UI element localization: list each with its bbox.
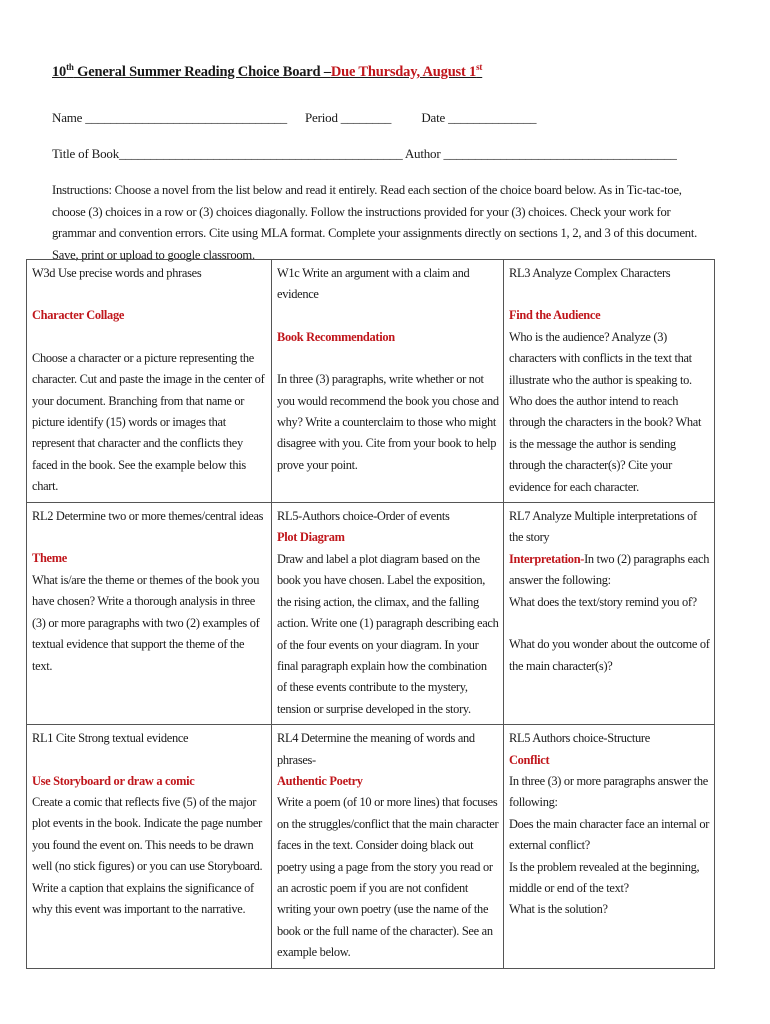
standard-label: RL5-Authors choice-Order of events	[277, 509, 450, 524]
choice-body: Who is the audience? Analyze (3) characters with conflicts in the text that illustrate who the author is speaking to. Who does the author intend to reach through the characters in the book? What is the message the author is sending through the character(s)? Cite your evidence for each character.	[509, 329, 702, 494]
choice-title: Interpretation-	[509, 551, 585, 566]
choice-book-recommendation[interactable]	[272, 260, 504, 503]
board-row-2	[27, 503, 715, 725]
date-field[interactable]: Date ______________	[421, 110, 537, 125]
choice-body: Write a poem (of 10 or more lines) that focuses on the struggles/conflict that the main character faces in the text. Consider doing black out poetry using a page from the story you read or an acrostic poem if you are not confident writing your own poetry (use the name of the book or the full name of the character). See an example below.	[277, 795, 499, 960]
choice-title: Authentic Poetry	[277, 773, 363, 788]
choice-authentic-poetry[interactable]	[272, 725, 504, 968]
name-field[interactable]: Name ________________________________	[52, 110, 287, 125]
choice-title: Theme	[32, 551, 67, 566]
name-period-date-row	[52, 110, 536, 126]
standard-label: RL3 Analyze Complex Characters	[509, 266, 671, 280]
conflict-line-4: What is the solution?	[509, 902, 608, 917]
standard-label: RL7 Analyze Multiple interpretations of the story	[509, 509, 697, 545]
standard-label: RL2 Determine two or more themes/central ideas	[32, 509, 264, 524]
period-field[interactable]: Period ________	[305, 110, 392, 125]
board-row-3	[27, 725, 715, 968]
choice-body: What is/are the theme or themes of the book you have chosen? Write a thorough analysis in three (3) or more paragraphs with two (2) examples of textual evidence that support the theme of the text.	[32, 572, 260, 673]
due-date: Due Thursday, August 1	[330, 63, 477, 80]
choice-body: In three (3) paragraphs, write whether or not you would recommend the book you chose and why? Write a counterclaim to those who might disagree with you. Cite from your book to help prove your point.	[277, 372, 499, 472]
choice-plot-diagram[interactable]	[272, 503, 504, 725]
choice-body: Create a comic that reflects five (5) of the major plot events in the book. Indicate the page number you found the event on. This needs to be drawn well (no stick figures) or you can use Storyboard. Write a caption that explains the significance of why this event was important to the narrative.	[32, 794, 263, 916]
question-1: What does the text/story remind you of?	[509, 594, 697, 609]
choice-body: Draw and label a plot diagram based on the book you have chosen. Label the exposition, the rising action, the climax, and the falling action. Write one (1) paragraph describing each of the four events on your diagram. In your final paragraph explain how the combination of these events contribute to the mystery, tension or surprise developed in the story.	[277, 551, 499, 716]
conflict-line-1: In three (3) or more paragraphs answer the following:	[509, 773, 708, 810]
conflict-line-2: Does the main character face an internal or external conflict?	[509, 816, 710, 853]
choice-title: Find the Audience	[509, 308, 601, 323]
standard-label: RL4 Determine the meaning of words and phrases-	[277, 731, 475, 767]
choice-title: Use Storyboard or draw a comic	[32, 773, 195, 788]
choice-body: Choose a character or a picture representing the character. Cut and paste the image in the center of your document. Branching from that name or picture identify (15) words or images that represent that character and the conflicts they faced in the book. See the example below this chart.	[32, 350, 265, 494]
choice-conflict[interactable]	[504, 725, 715, 968]
standard-label: W3d Use precise words and phrases	[32, 266, 202, 280]
board-row-1	[27, 260, 715, 503]
instructions: Instructions: Choose a novel from the list below and read it entirely. Read each section of the choice board below. As in Tic-tac-toe, choose (3) choices in a row or (3) choices diagonally. Follow the instructions provided for your (3) choices. Check your work for grammar and convention errors. Cite using MLA format. Complete your assignments directly on sections 1, 2, and 3 of this document. Save, print or upload to google classroom.	[52, 183, 697, 262]
choice-title: Book Recommendation	[277, 329, 395, 344]
standard-label: RL5 Authors choice-Structure	[509, 731, 650, 746]
choice-board-table	[26, 259, 715, 969]
choice-character-collage[interactable]	[27, 260, 272, 503]
question-2: What do you wonder about the outcome of the main character(s)?	[509, 637, 710, 673]
choice-find-the-audience[interactable]	[504, 260, 715, 503]
author-field[interactable]: Author _____________________________________	[404, 146, 677, 161]
choice-body: Interpretation-In two (2) paragraphs each answer the following:	[509, 551, 710, 588]
choice-title: Character Collage	[32, 308, 125, 323]
book-title-field[interactable]: Title of Book_____________________________________________	[52, 146, 403, 161]
document-title: 10th General Summer Reading Choice Board –Due Thursday, August 1st	[52, 62, 483, 80]
title-author-row	[52, 146, 677, 162]
standard-label: W1c Write an argument with a claim and evidence	[277, 266, 470, 302]
choice-storyboard-comic[interactable]	[27, 725, 272, 968]
choice-title: Plot Diagram	[277, 530, 345, 545]
choice-title: Conflict	[509, 752, 550, 767]
conflict-line-3: Is the problem revealed at the beginning, middle or end of the text?	[509, 859, 700, 895]
standard-label: RL1 Cite Strong textual evidence	[32, 731, 189, 746]
choice-theme[interactable]	[27, 503, 272, 725]
choice-interpretation[interactable]	[504, 503, 715, 725]
